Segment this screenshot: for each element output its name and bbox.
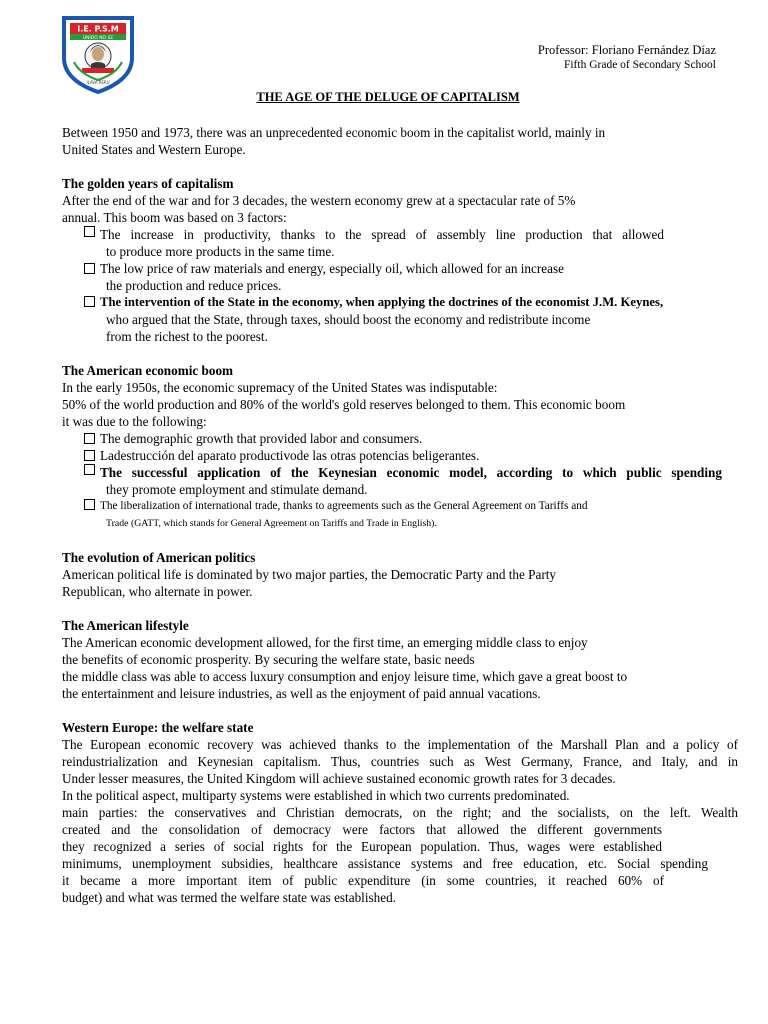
paragraph-line: the benefits of economic prosperity. By securing the welfare state, basic needs — [62, 652, 475, 667]
paragraph-line: minimums, unemployment subsidies, healthcare assistance systems and free education, etc. Social spending — [62, 856, 708, 871]
paragraph-line: budget) and what was termed the welfare state was established. — [62, 890, 396, 905]
checkbox-icon — [84, 433, 95, 444]
document-body — [62, 124, 738, 923]
bullet-text: The successful application of the Keynesian economic model, according to which public spending — [100, 465, 722, 480]
bullet-text: The demographic growth that provided labor and consumers. — [100, 431, 423, 446]
crest-band-text: UNIDO NO SE — [82, 36, 114, 41]
section-europe — [62, 719, 738, 906]
paragraph-line: created and the consolidation of democracy were factors that allowed the different governments — [62, 822, 662, 837]
bullet-item — [62, 430, 738, 447]
bullet-continuation: Trade (GATT, which stands for General Agreement on Tariffs and Trade in English). — [106, 518, 437, 529]
paragraph-line: it became a more important item of public expenditure (in some countries, it reached 60% of — [62, 873, 664, 888]
document-title: THE AGE OF THE DELUGE OF CAPITALISM — [256, 90, 520, 104]
intro-line: United States and Western Europe. — [62, 142, 246, 157]
bullet-text: The low price of raw materials and energy, especially oil, which allowed for an increase — [100, 261, 564, 276]
bullet-continuation: from the richest to the poorest. — [106, 329, 268, 344]
paragraph-line: In the political aspect, multiparty systems were established in which two currents predominated. — [62, 788, 570, 803]
section-heading: The evolution of American politics — [62, 550, 256, 565]
professor-block — [538, 43, 716, 73]
paragraph-line: main parties: the conservatives and Christian democrats, on the right; and the socialists, on the left. Wealth — [62, 805, 738, 820]
checkbox-icon — [84, 263, 95, 274]
crest-bottom-text: ILAVA PERU — [86, 80, 110, 85]
bullet-item — [62, 447, 738, 464]
bullet-continuation: who argued that the State, through taxes, should boost the economy and redistribute income — [106, 312, 591, 327]
paragraph-line: In the early 1950s, the economic supremacy of the United States was indisputable: — [62, 380, 498, 395]
bullet-continuation: the production and reduce prices. — [106, 278, 282, 293]
grade-label: Fifth Grade of Secondary School — [563, 59, 716, 71]
bullet-text: The liberalization of international trade, thanks to agreements such as the General Agreement on Tariffs and — [100, 500, 588, 512]
crest-top-text: I.E. P.S.M — [77, 24, 119, 34]
section-politics — [62, 549, 738, 600]
bullet-item — [62, 294, 738, 311]
bullet-text: Ladestrucción del aparato productivode las otras potencias beligerantes. — [100, 448, 480, 463]
bullet-item — [62, 226, 664, 243]
bullet-text: The increase in productivity, thanks to the spread of assembly line production that allowed — [100, 227, 664, 242]
section-heading: The American lifestyle — [62, 618, 189, 633]
intro-paragraph — [62, 124, 738, 158]
paragraph-line: they recognized a series of social rights for the European population. Thus, wages were established — [62, 839, 662, 854]
checkbox-icon — [84, 464, 95, 475]
school-crest-logo — [60, 14, 136, 94]
checkbox-icon — [84, 226, 95, 237]
paragraph-line: Republican, who alternate in power. — [62, 584, 253, 599]
bullet-continuation: to produce more products in the same time. — [106, 244, 335, 259]
bullet-item — [62, 498, 738, 515]
professor-name: Professor: Floriano Fernández Díaz — [537, 43, 716, 57]
paragraph-line: American political life is dominated by two major parties, the Democratic Party and the Party — [62, 567, 557, 582]
paragraph-line: The American economic development allowed, for the first time, an emerging middle class to enjoy — [62, 635, 588, 650]
paragraph-line: annual. This boom was based on 3 factors: — [62, 210, 287, 225]
section-heading: Western Europe: the welfare state — [62, 720, 254, 735]
bullet-text: The intervention of the State in the economy, when applying the doctrines of the economist J.M. Keynes, — [100, 295, 664, 309]
bullet-continuation: they promote employment and stimulate demand. — [106, 482, 368, 497]
checkbox-icon — [84, 296, 95, 307]
paragraph-line: 50% of the world production and 80% of the world's gold reserves belonged to them. This economic boom — [62, 397, 626, 412]
checkbox-icon — [84, 450, 95, 461]
section-heading: The American economic boom — [62, 363, 234, 378]
section-golden-years — [62, 175, 738, 345]
section-lifestyle — [62, 617, 738, 702]
section-american-boom — [62, 362, 738, 532]
paragraph-line: The European economic recovery was achieved thanks to the implementation of the Marshall Plan and a policy of — [62, 737, 738, 752]
paragraph-line: Under lesser measures, the United Kingdom will achieve sustained economic growth rates for 3 decades. — [62, 771, 616, 786]
bullet-item — [62, 260, 738, 277]
bullet-item — [62, 464, 722, 481]
paragraph-line: the entertainment and leisure industries, as well as the enjoyment of paid annual vacations. — [62, 686, 541, 701]
paragraph-line: the middle class was able to access luxury consumption and enjoy leisure time, which gave a great boost to — [62, 669, 628, 684]
paragraph-line: After the end of the war and for 3 decades, the western economy grew at a spectacular rate of 5% — [62, 193, 576, 208]
intro-line: Between 1950 and 1973, there was an unprecedented economic boom in the capitalist world, mainly in — [62, 125, 606, 140]
checkbox-icon — [84, 499, 95, 510]
paragraph-line: reindustrialization and Keynesian capitalism. Thus, countries such as West Germany, France, and Italy, and in — [62, 754, 738, 769]
paragraph-line: it was due to the following: — [62, 414, 207, 429]
section-heading: The golden years of capitalism — [62, 176, 234, 191]
